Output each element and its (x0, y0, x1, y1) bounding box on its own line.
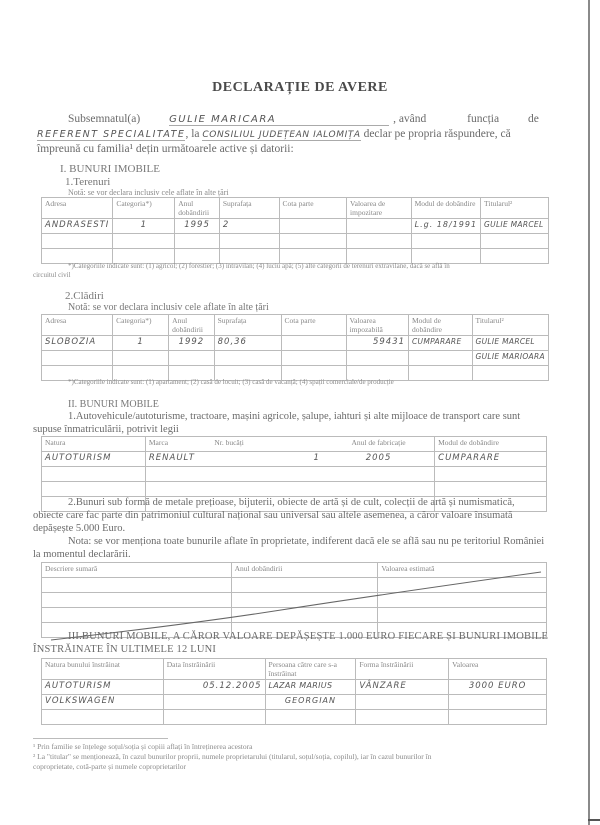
declar-text: declar pe propria răspundere, că (363, 128, 511, 140)
footnote-2-line-1: ² La "titular" se menționează, în cazul bunurilor proprii, numele proprietarului (titularul, soțul/soția, copilul), iar în cazul bunurilor în (33, 752, 432, 761)
col-header: Natura bunului înstrăinat (42, 659, 164, 680)
cell: GEORGIAN (265, 695, 356, 710)
valuables-text-2: obiecte care fac parte din patrimoniul cultural național sau universal sau altele asemenea, a căror valoare însumată (33, 510, 513, 521)
table-header-row (42, 659, 547, 680)
document-title: DECLARAȚIE DE AVERE (212, 80, 388, 95)
footnote-2-line-2: coproprietate, cotă-parte și numele coproprietarilor (33, 762, 187, 771)
cell: 2005 (323, 452, 435, 467)
table-row-empty (42, 482, 547, 497)
table-row (42, 695, 547, 710)
section-3-heading-2: ÎNSTRĂINATE ÎN ULTIMELE 12 LUNI (33, 644, 217, 655)
intro-line-3: împreună cu familia¹ dețin următoarele active și datorii: (37, 143, 294, 155)
cell: VÂNZARE (356, 680, 449, 695)
cell: AUTOTURISM (42, 680, 164, 695)
col-header: Descriere sumară (42, 563, 232, 578)
cell: RENAULT (145, 452, 211, 467)
table-header-row (42, 198, 549, 219)
section-1-heading: I. BUNURI IMOBILE (60, 163, 160, 175)
cell: 59431 (346, 336, 408, 351)
col-header: Anul dobândirii (169, 315, 214, 336)
terenuri-note: Notă: se vor declara inclusiv cele aflate în alte țări (68, 188, 229, 197)
table-row (42, 351, 549, 366)
section-2-heading: II. BUNURI MOBILE (68, 399, 159, 410)
table-row-empty (42, 234, 549, 249)
terenuri-footnote-1: *)Categoriile indicate sunt: (1) agricol; (2) forestier; (3) intravilan; (4) luciu apă; (5) alte categorii de terenuri extravilane, dacă se află în (68, 262, 450, 270)
valuables-note-1: Nota: se vor menționa toate bunurile aflate în proprietate, indiferent dacă ele se află sau nu pe teritoriul României (68, 536, 545, 547)
cell: CUMPARARE (435, 452, 547, 467)
footnote-separator (33, 738, 168, 739)
table-row (42, 336, 549, 351)
table-header-row (42, 315, 549, 336)
table-header-row (42, 437, 547, 452)
col-header: Modul de dobândire (435, 437, 547, 452)
cell: 1 (211, 452, 323, 467)
avand-label: , având (393, 113, 427, 125)
col-header: Modul de dobândire (409, 315, 473, 336)
col-header: Forma înstrăinării (356, 659, 449, 680)
cell: 1992 (169, 336, 214, 351)
alienated-table (41, 658, 547, 725)
cell: LAZAR MARIUS (265, 680, 356, 695)
cell: 2 (219, 219, 279, 234)
section-3-heading-1: III.BUNURI MOBILE, A CĂROR VALOARE DEPĂȘEȘTE 1.000 EURO FIECARE ȘI BUNURI IMOBILE (68, 631, 549, 642)
vehicles-text-1: 1.Autovehicule/autoturisme, tractoare, mașini agricole, șalupe, iahturi și alte mijloace de transport care sunt (68, 411, 521, 422)
col-header: Persoana către care s-a înstrăinat (265, 659, 356, 680)
col-header: Natura (42, 437, 146, 452)
cell: 1 (113, 219, 175, 234)
cell: CUMPARARE (409, 336, 473, 351)
col-header: Cota parte (279, 198, 347, 219)
table-row-empty (42, 710, 547, 725)
de-label: de (527, 113, 539, 125)
subsemnatul-label: Subsemnatul(a) (68, 113, 141, 125)
col-header: Valoarea estimată (378, 563, 547, 578)
table-row (42, 452, 547, 467)
col-header: Titularul² (472, 315, 548, 336)
col-header: Nr. bucăți (211, 437, 323, 452)
footnote-1: ¹ Prin familie se înțelege soțul/soția și copiii aflați în întreținerea acestora (33, 742, 253, 751)
cell (279, 219, 347, 234)
col-header: Anul dobândirii (175, 198, 220, 219)
cell: 80,36 (214, 336, 281, 351)
cell: AUTOTURISM (42, 452, 146, 467)
cell (281, 336, 346, 351)
col-header: Suprafața (214, 315, 281, 336)
page-corner (588, 819, 600, 821)
cladiri-table (41, 314, 549, 381)
valuables-note-2: la momentul declarării. (33, 549, 131, 560)
cell: GULIE MARIOARA (472, 351, 548, 366)
col-header: Data înstrăinării (163, 659, 265, 680)
valuables-text-3: depășește 5.000 Euro. (33, 523, 126, 534)
declarant-function: REFERENT SPECIALITATE (37, 129, 186, 140)
col-header: Adresa (42, 315, 113, 336)
cell (347, 219, 412, 234)
table-row (42, 680, 547, 695)
col-header: Cota parte (281, 315, 346, 336)
terenuri-table (41, 197, 549, 264)
cell: 1 (113, 336, 169, 351)
cell: ANDRASESTI (42, 219, 113, 234)
col-header: Categoria*) (113, 315, 169, 336)
col-header: Valoarea de impozitare (347, 198, 412, 219)
col-header: Marca (145, 437, 211, 452)
cell: 05.12.2005 (163, 680, 265, 695)
cell: VOLKSWAGEN (42, 695, 164, 710)
terenuri-footnote-2: circuitul civil (33, 271, 71, 279)
terenuri-heading: 1.Terenuri (65, 176, 111, 188)
cell: L.g. 18/1991 (411, 219, 480, 234)
la-label: , la (185, 128, 200, 140)
col-header: Anul dobândirii (231, 563, 378, 578)
vehicles-text-2: supuse înmatriculării, potrivit legii (33, 424, 179, 435)
table-row (42, 219, 549, 234)
col-header: Categoria*) (113, 198, 175, 219)
col-header: Titularul² (481, 198, 549, 219)
col-header: Valoarea (449, 659, 547, 680)
cladiri-heading: 2.Clădiri (65, 290, 104, 302)
cladiri-note: Notă: se vor declara inclusiv cele aflate în alte țări (68, 302, 269, 313)
col-header: Valoarea impozabilă (346, 315, 408, 336)
table-row-empty (42, 467, 547, 482)
cell: SLOBOZIA (42, 336, 113, 351)
valuables-text-1: 2.Bunuri sub formă de metale prețioase, bijuterii, obiecte de artă și de cult, colecții de artă și numismatică, (68, 497, 515, 508)
col-header: Adresa (42, 198, 113, 219)
cell: 1995 (175, 219, 220, 234)
intro-line-2 (37, 128, 511, 141)
functia-label: funcția (467, 113, 500, 125)
col-header: Suprafața (219, 198, 279, 219)
declarant-name: GULIE MARICARA (169, 114, 389, 126)
page-edge (588, 0, 590, 825)
intro-line-1 (68, 113, 539, 126)
cladiri-footnote: *)Categoriile indicate sunt: (1) apartament; (2) casă de locuit; (3) casă de vacanță; (4) spații comerciale/de producție (68, 378, 394, 386)
cell: GULIE MARCEL (481, 219, 549, 234)
declarant-institution: CONSILIUL JUDEȚEAN IALOMIȚA (202, 130, 361, 140)
col-header: Anul de fabricație (323, 437, 435, 452)
cell: GULIE MARCEL (472, 336, 548, 351)
col-header: Modul de dobândire (411, 198, 480, 219)
cell: 3000 EURO (449, 680, 547, 695)
